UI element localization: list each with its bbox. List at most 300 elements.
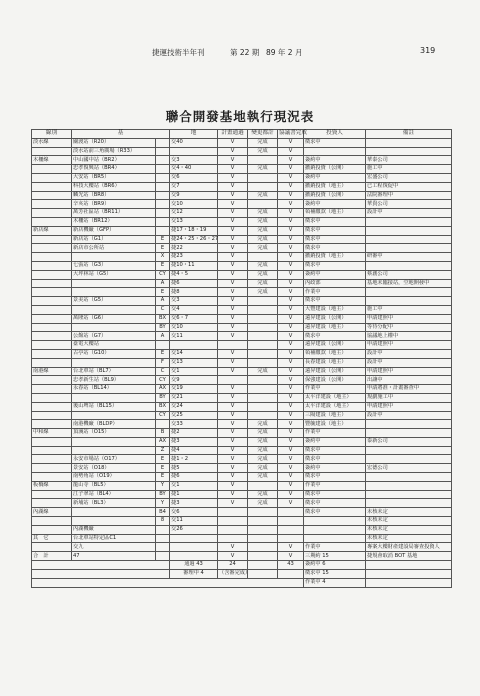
site-lot-cell: 交10 [170, 200, 218, 209]
investor-cell: 徵求中 [304, 455, 366, 464]
plan-passed-cell: V [218, 138, 248, 147]
investor-cell: 領補繳款（地主） [304, 209, 366, 218]
investor-cell: 徵求中 [304, 473, 366, 482]
investor-cell: 內政部 [304, 279, 366, 288]
rezoning-cell: 完成 [248, 455, 278, 464]
site-block-cell: BX [156, 402, 170, 411]
site-name-cell: 萬隆站（G6） [72, 314, 156, 323]
remarks-cell: 捷規會取消 BOT 基地 [366, 552, 452, 561]
site-block-cell: AX [156, 385, 170, 394]
plan-passed-cell: V [218, 349, 248, 358]
table-row [32, 525, 452, 534]
agreement-cell: V [278, 332, 304, 341]
rezoning-cell [248, 332, 278, 341]
site-lot-cell: 交1 [170, 367, 218, 376]
remarks-cell: 未核未定 [366, 517, 452, 526]
rezoning-cell [248, 156, 278, 165]
plan-passed-cell: V [218, 217, 248, 226]
agreement-cell [278, 525, 304, 534]
remarks-cell [366, 490, 452, 499]
plan-passed-cell: V [218, 323, 248, 332]
plan-passed-cell: V [218, 270, 248, 279]
rezoning-cell [248, 253, 278, 262]
table-row [32, 385, 452, 394]
site-name-cell: 永春站（BL14） [72, 385, 156, 394]
rezoning-cell: 完成 [248, 446, 278, 455]
site-name-cell [72, 253, 156, 262]
col-site-b: 地 [170, 130, 218, 139]
line-cell [32, 288, 72, 297]
site-block-cell: BY [156, 490, 170, 499]
plan-passed-cell: V [218, 200, 248, 209]
line-cell [32, 376, 72, 385]
site-lot-cell: 捷1 [170, 490, 218, 499]
site-block-cell: E [156, 244, 170, 253]
plan-passed-cell [218, 534, 248, 543]
remarks-cell: 研審中 [366, 253, 452, 262]
plan-passed-cell: V [218, 314, 248, 323]
site-name-cell: 古亭站（G10） [72, 349, 156, 358]
site-name-cell: 公館站（G7） [72, 332, 156, 341]
remarks-cell [366, 226, 452, 235]
site-block-cell: BY [156, 393, 170, 402]
site-block-cell [156, 552, 170, 561]
remarks-cell: 法院審理中 [366, 191, 452, 200]
remarks-cell [366, 499, 452, 508]
rezoning-cell [248, 297, 278, 306]
investor-cell: 保強建設（公開） [304, 376, 366, 385]
plan-passed-cell: V [218, 437, 248, 446]
site-block-cell [156, 341, 170, 350]
site-block-cell: A [156, 297, 170, 306]
site-block-cell [156, 217, 170, 226]
rezoning-cell: 完成 [248, 209, 278, 218]
site-block-cell: E [156, 464, 170, 473]
line-cell [32, 200, 72, 209]
remarks-cell: 泰新公司 [366, 437, 452, 446]
rezoning-cell [248, 411, 278, 420]
agreement-cell: V [278, 279, 304, 288]
plan-passed-cell: V [218, 261, 248, 270]
plan-passed-cell: V [218, 393, 248, 402]
site-block-cell: BY [156, 323, 170, 332]
site-lot-cell: 捷4 [170, 446, 218, 455]
col-remarks: 備註 [366, 130, 452, 139]
site-name-cell: 木柵站（BR12） [72, 217, 156, 226]
site-block-cell: E [156, 261, 170, 270]
site-name-cell: 科技大樓站（BR6） [72, 182, 156, 191]
site-block-cell: E [156, 473, 170, 482]
site-lot-cell: 交25 [170, 411, 218, 420]
site-lot-cell: 捷24・25・26・27 [171, 235, 219, 242]
site-name-cell [72, 446, 156, 455]
remarks-cell: 設計中 [366, 358, 452, 367]
investor-cell: 徵求中 [304, 332, 366, 341]
line-cell [32, 209, 72, 218]
site-block-cell: A [156, 279, 170, 288]
summary-rezoning-note: （含審完成） [218, 570, 248, 579]
plan-passed-cell: V [218, 209, 248, 218]
journal-name: 捷運技術半年刊 [152, 48, 205, 57]
table-row [32, 508, 452, 517]
line-cell: 合 計 [32, 552, 72, 561]
site-block-cell [156, 182, 170, 191]
summary-in-progress: 作業中 4 [304, 579, 366, 588]
plan-passed-cell: V [218, 235, 248, 244]
agreement-cell: V [278, 314, 304, 323]
table-row [32, 288, 452, 297]
plan-passed-cell: V [218, 297, 248, 306]
site-lot-cell: 捷4・5 [170, 270, 218, 279]
remarks-cell: 專案大樓財產建設局審查投資人 [366, 543, 452, 552]
site-name-cell: 忠孝新生站（BL9） [72, 376, 156, 385]
site-lot-cell: 捷23 [170, 253, 218, 262]
site-name-cell [72, 358, 156, 367]
investor-cell: 作業中 [304, 385, 366, 394]
investor-cell: 徵求中 [304, 261, 366, 270]
line-cell [32, 358, 72, 367]
site-name-cell [72, 508, 156, 517]
rezoning-cell [248, 508, 278, 517]
investor-cell: 徵求中 [304, 138, 366, 147]
table-row [32, 209, 452, 218]
investor-cell: 遠昇建設（地主） [304, 323, 366, 332]
plan-passed-cell: V [218, 446, 248, 455]
plan-passed-cell [218, 376, 248, 385]
rezoning-cell [248, 182, 278, 191]
plan-passed-cell: V [218, 455, 248, 464]
line-cell [32, 182, 72, 191]
agreement-cell: V [278, 358, 304, 367]
line-cell [32, 244, 72, 253]
site-name-cell: 忠孝復興站（BR4） [72, 165, 156, 174]
table-row [32, 173, 452, 182]
site-lot-cell: 交12 [170, 209, 218, 218]
site-lot-cell: 交40 [170, 138, 218, 147]
site-lot-cell: 交21 [170, 393, 218, 402]
line-cell [32, 191, 72, 200]
table-row [32, 182, 452, 191]
site-name-cell: 淡水站前三角廣場（R33） [72, 147, 156, 156]
site-lot-cell [170, 543, 218, 552]
plan-passed-cell: V [218, 490, 248, 499]
site-block-cell [156, 209, 170, 218]
plan-passed-cell [218, 508, 248, 517]
agreement-cell: V [278, 182, 304, 191]
table-row [32, 341, 452, 350]
issue-number: 第 22 期 [230, 48, 260, 57]
site-block-cell: B4 [156, 508, 170, 517]
remarks-cell: 申請建照中 [366, 402, 452, 411]
plan-passed-cell: V [218, 147, 248, 156]
investor-cell: 徵求中 [304, 226, 366, 235]
remarks-cell: 出讓中 [366, 376, 452, 385]
site-name-cell: 內湖機廠 [72, 525, 156, 534]
plan-passed-cell: V [218, 191, 248, 200]
plan-passed-cell: V [218, 358, 248, 367]
rezoning-cell: 完成 [248, 288, 278, 297]
investor-cell: 三期約 15 [304, 552, 366, 561]
investor-cell: 簽約中 [304, 156, 366, 165]
agreement-cell: V [278, 455, 304, 464]
col-rezoning: 變更都計 [248, 130, 278, 139]
table-row [32, 446, 452, 455]
site-lot-cell: 交33 [170, 420, 218, 429]
agreement-cell: V [278, 261, 304, 270]
site-block-cell [156, 138, 170, 147]
site-block-cell: C [156, 305, 170, 314]
site-block-cell [156, 200, 170, 209]
site-block-cell [156, 147, 170, 156]
remarks-cell [366, 455, 452, 464]
remarks-cell [366, 235, 452, 244]
remarks-cell [366, 244, 452, 253]
remarks-cell [366, 473, 452, 482]
agreement-cell: V [278, 138, 304, 147]
site-lot-cell: 交3 [170, 156, 218, 165]
remarks-cell: 宏德公司 [366, 464, 452, 473]
plan-passed-cell: V [218, 473, 248, 482]
site-name-cell: 後山埤站（BL15） [72, 402, 156, 411]
agreement-cell: V [278, 165, 304, 174]
site-name-cell: 大安站（BR5） [72, 173, 156, 182]
rezoning-cell: 完成 [248, 490, 278, 499]
rezoning-cell [248, 402, 278, 411]
site-name-cell [72, 517, 156, 526]
site-lot-cell [170, 534, 218, 543]
investor-cell: 長春建設（地主） [304, 358, 366, 367]
rezoning-cell: 完成 [248, 420, 278, 429]
rezoning-cell: 完成 [248, 147, 278, 156]
agreement-cell: V [278, 297, 304, 306]
table-row [32, 481, 452, 490]
agreement-cell: V [278, 464, 304, 473]
table-row [32, 191, 452, 200]
agreement-cell: V [278, 305, 304, 314]
site-block-cell: CY [156, 270, 170, 279]
agreement-cell: V [278, 349, 304, 358]
agreement-cell: V [278, 323, 304, 332]
remarks-cell: 協議地上權中 [366, 332, 452, 341]
investor-cell: 徵求中 [304, 235, 366, 244]
line-cell: 其 它 [32, 534, 72, 543]
site-block-cell: A [156, 332, 170, 341]
rezoning-cell: 完成 [248, 279, 278, 288]
site-lot-cell [170, 147, 218, 156]
investor-cell [304, 525, 366, 534]
remarks-cell: 申請將准・計畫審查中 [366, 385, 452, 394]
plan-passed-cell: V [218, 305, 248, 314]
site-block-cell [156, 525, 170, 534]
table-row [32, 235, 452, 244]
remarks-cell [366, 446, 452, 455]
plan-passed-cell: V [218, 332, 248, 341]
line-cell [32, 217, 72, 226]
site-name-cell [72, 411, 156, 420]
table-row [32, 332, 452, 341]
site-name-cell: 47 [72, 552, 156, 561]
site-lot-cell: 交11 [170, 332, 218, 341]
line-cell [32, 305, 72, 314]
plan-passed-cell: V [218, 182, 248, 191]
plan-passed-cell: V [218, 543, 248, 552]
site-name-cell: 頂溪站（O15） [72, 429, 156, 438]
plan-passed-cell: V [218, 402, 248, 411]
remarks-cell: 已工程復促中 [366, 182, 452, 191]
site-lot-cell: 捷3 [170, 437, 218, 446]
site-name-cell [72, 393, 156, 402]
remarks-cell: 設計中 [366, 349, 452, 358]
remarks-cell [366, 217, 452, 226]
site-name-cell: 臺電大樓站 [72, 341, 156, 350]
site-name-cell [72, 323, 156, 332]
line-cell [32, 349, 72, 358]
site-name-cell: 新店市公所站 [72, 244, 156, 253]
plan-passed-cell: V [218, 385, 248, 394]
agreement-cell: V [278, 385, 304, 394]
remarks-cell: 規劃施工中 [366, 393, 452, 402]
rezoning-cell: 完成 [248, 499, 278, 508]
investor-cell: 簽約中 [304, 437, 366, 446]
line-cell: 板橋線 [32, 481, 72, 490]
site-name-cell: 七張站（G3） [72, 261, 156, 270]
agreement-cell: V [278, 490, 304, 499]
remarks-cell [366, 420, 452, 429]
site-block-cell: CY [156, 411, 170, 420]
rezoning-cell [248, 385, 278, 394]
site-lot-cell: 交24 [170, 402, 218, 411]
table-row [32, 543, 452, 552]
investor-cell [304, 534, 366, 543]
line-cell [32, 402, 72, 411]
line-cell: 內湖線 [32, 508, 72, 517]
rezoning-cell: 完成 [248, 261, 278, 270]
rezoning-cell [248, 323, 278, 332]
line-cell [32, 525, 72, 534]
agreement-cell: V [278, 437, 304, 446]
summary-soliciting: 徵求中 15 [304, 570, 366, 579]
rezoning-cell: 完成 [248, 138, 278, 147]
remarks-cell: 華泰公司 [366, 156, 452, 165]
table-row [32, 297, 452, 306]
remarks-cell: 設計中 [366, 411, 452, 420]
site-lot-cell: 捷2 [170, 429, 218, 438]
table-row [32, 358, 452, 367]
investor-cell: 遠昇建設（公開） [304, 367, 366, 376]
site-name-cell [72, 437, 156, 446]
site-block-cell: E [156, 288, 170, 297]
rezoning-cell [248, 534, 278, 543]
remarks-cell: 施工中 [366, 165, 452, 174]
summary-reviewing: 審理中 4 [170, 570, 218, 579]
investor-cell: 徵求中 [304, 217, 366, 226]
investor-cell: 簽約中 [304, 200, 366, 209]
agreement-cell: V [278, 217, 304, 226]
plan-passed-cell: V [218, 173, 248, 182]
site-block-cell [156, 226, 170, 235]
site-name-cell: 景美站（G5） [72, 297, 156, 306]
investor-cell: 撤銷投資（地主） [304, 253, 366, 262]
line-cell [32, 323, 72, 332]
line-cell [32, 385, 72, 394]
site-lot-cell: 捷5 [170, 464, 218, 473]
investor-cell: 作業中 [304, 429, 366, 438]
site-name-cell [72, 279, 156, 288]
table-row [32, 393, 452, 402]
rezoning-cell [248, 305, 278, 314]
remarks-cell [366, 138, 452, 147]
rezoning-cell: 完成 [248, 464, 278, 473]
line-cell [32, 332, 72, 341]
site-block-cell [156, 173, 170, 182]
investor-cell: 撤銷投資（地主） [304, 182, 366, 191]
rezoning-cell: 完成 [248, 437, 278, 446]
site-block-cell [156, 191, 170, 200]
development-status-table [31, 129, 452, 588]
table-row [32, 314, 452, 323]
site-lot-cell: 交3 [170, 297, 218, 306]
table-row [32, 376, 452, 385]
agreement-cell: V [278, 200, 304, 209]
remarks-cell [366, 288, 452, 297]
site-block-cell: E [156, 455, 170, 464]
col-agreement: 協議書完成 [278, 130, 304, 139]
investor-cell: 簽約中 [304, 464, 366, 473]
investor-cell: 作業中 [304, 288, 366, 297]
site-lot-cell: 捷1・2 [170, 455, 218, 464]
site-block-cell [156, 534, 170, 543]
plan-passed-cell: V [218, 481, 248, 490]
remarks-cell: 未核未定 [366, 508, 452, 517]
table-row [32, 534, 452, 543]
investor-cell: 撤銷投資（公開） [304, 191, 366, 200]
remarks-cell: 申請建照中 [366, 367, 452, 376]
agreement-cell: V [278, 499, 304, 508]
table-row [32, 464, 452, 473]
agreement-cell [278, 517, 304, 526]
site-block-cell: 8 [156, 517, 170, 526]
rezoning-cell [248, 525, 278, 534]
agreement-cell: V [278, 191, 304, 200]
remarks-cell: 申請建照中 [366, 341, 452, 350]
line-cell [32, 437, 72, 446]
table-row [32, 411, 452, 420]
agreement-cell: V [278, 429, 304, 438]
table-row [32, 156, 452, 165]
plan-passed-cell: V [218, 367, 248, 376]
site-block-cell [156, 420, 170, 429]
line-cell [32, 490, 72, 499]
plan-passed-cell: V [218, 552, 248, 561]
site-lot-cell: 交13 [170, 217, 218, 226]
rezoning-cell: 完成 [248, 226, 278, 235]
site-block-cell: X [156, 253, 170, 262]
site-name-cell: 新埔站（BL3） [72, 499, 156, 508]
site-name-cell [72, 288, 156, 297]
line-cell: 新店線 [32, 226, 72, 235]
investor-cell: 徵求中 [304, 244, 366, 253]
line-cell [32, 253, 72, 262]
site-block-cell: AX [156, 437, 170, 446]
summary-agreements: 43 [278, 561, 304, 570]
remarks-cell [366, 297, 452, 306]
line-cell [32, 270, 72, 279]
site-lot-cell: 交4 [170, 305, 218, 314]
table-row [32, 402, 452, 411]
investor-cell: 撤銷投資（公開） [304, 165, 366, 174]
plan-passed-cell [218, 525, 248, 534]
table-row [32, 147, 452, 156]
